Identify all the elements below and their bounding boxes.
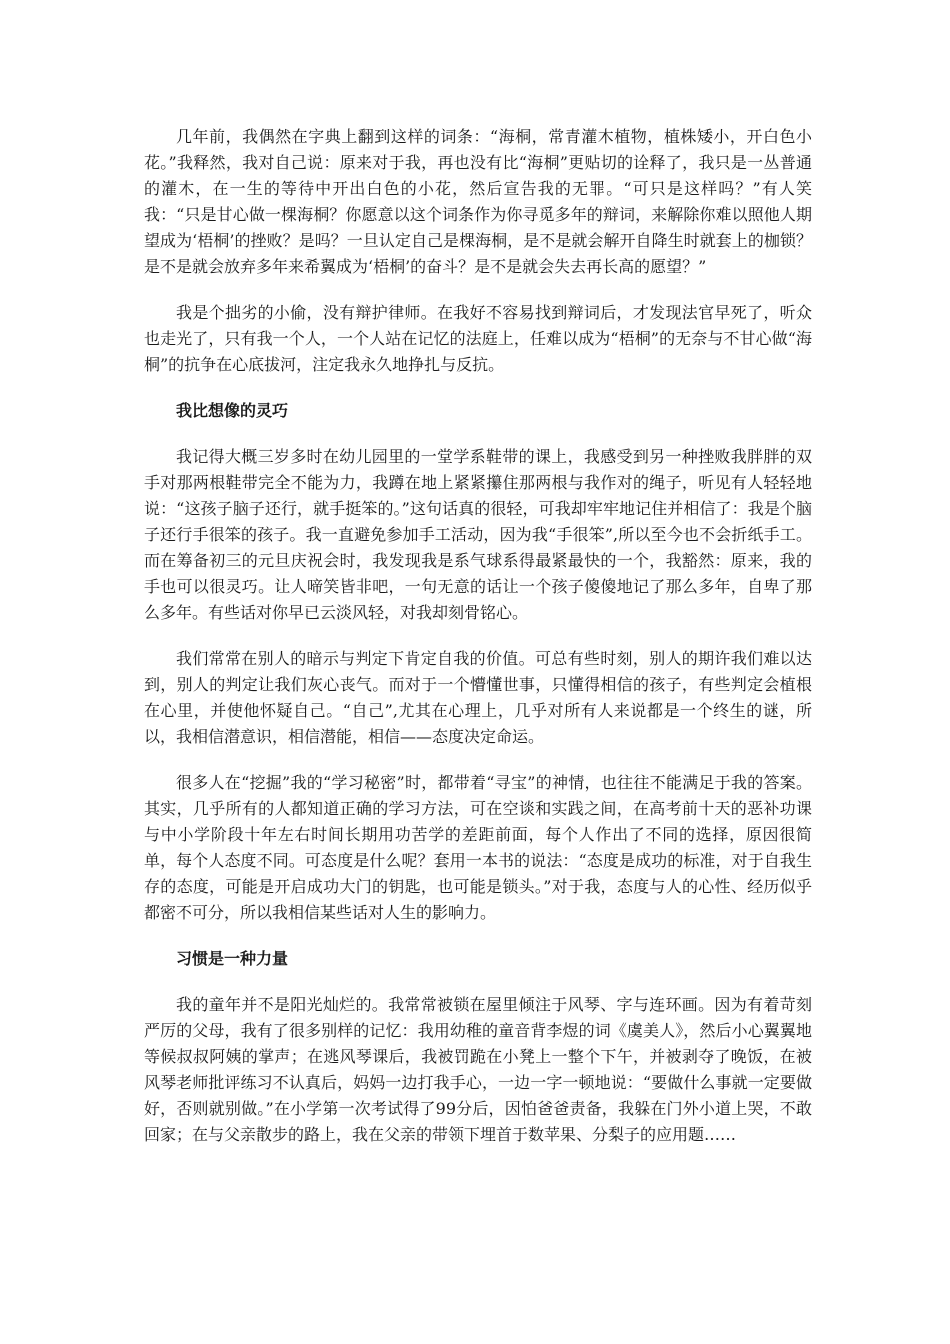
document-page: [144, 124, 812, 1168]
paragraph: 几年前，我偶然在字典上翻到这样的词条：“海桐，常青灌木植物，植株矮小，开白色小花。”我释然，我对自己说：原来对于我，再也没有比“海桐”更贴切的诠释了，我只是一丛普通的灌木，在一生的等待中开出白色的小花，然后宣告我的无罪。“可只是这样吗？”有人笑我：“只是甘心做一棵海桐？你愿意以这个词条作为你寻觅多年的辩词，来解除你难以照他人期望成为‘梧桐’的挫败？是吗？一旦认定自己是棵海桐，是不是就会解开自降生时就套上的枷锁？是不是就会放弃多年来希翼成为‘梧桐’的奋斗？是不是就会失去再长高的愿望？”: [144, 127, 812, 276]
section-heading: 习惯是一种力量: [176, 949, 289, 968]
paragraph: 我的童年并不是阳光灿烂的。我常常被锁在屋里倾注于风琴、字与连环画。因为有着苛刻严厉的父母，我有了很多别样的记忆：我用幼稚的童音背李煜的词《虞美人》，然后小心翼翼地等候叔叔阿姨的掌声；在逃风琴课后，我被罚跪在小凳上一整个下午，并被剥夺了晚饭，在被风琴老师批评练习不认真后，妈妈一边打我手心，一边一字一顿地说：“要做什么事就一定要做好，否则就别做。”在小学第一次考试得了99分后，因怕爸爸责备，我躲在门外小道上哭，不敢回家；在与父亲散步的路上，我在父亲的带领下埋首于数苹果、分梨子的应用题……: [144, 995, 812, 1144]
paragraph: 很多人在“挖掘”我的“学习秘密”时，都带着“寻宝”的神情，也往往不能满足于我的答案。其实，几乎所有的人都知道正确的学习方法，可在空谈和实践之间，在高考前十天的恶补功课与中小学阶段十年左右时间长期用功苦学的差距前面，每个人作出了不同的选择，原因很简单，每个人态度不同。可态度是什么呢？套用一本书的说法：“态度是成功的标准，对于自我生存的态度，可能是开启成功大门的钥匙，也可能是锁头。”对于我，态度与人的心性、经历似乎都密不可分，所以我相信某些话对人生的影响力。: [144, 773, 812, 922]
paragraph: 我们常常在别人的暗示与判定下肯定自我的价值。可总有些时刻，别人的期许我们难以达到，别人的判定让我们灰心丧气。而对于一个懵懂世事，只懂得相信的孩子，有些判定会植根在心里，并使他怀疑自己。“自己”,尤其在心理上，几乎对所有人来说都是一个终生的谜，所以，我相信潜意识，相信潜能，相信——态度决定命运。: [144, 649, 812, 746]
paragraph: 我记得大概三岁多时在幼儿园里的一堂学系鞋带的课上，我感受到另一种挫败我胖胖的双手对那两根鞋带完全不能为力，我蹲在地上紧紧攥住那两根与我作对的绳子，听见有人轻轻地说：“这孩子脑子还行，就手挺笨的。”这句话真的很轻，可我却牢牢地记住并相信了：我是个脑子还行手很笨的孩子。我一直避免参加手工活动，因为我“手很笨”,所以至今也不会折纸手工。而在筹备初三的元旦庆祝会时，我发现我是系气球系得最紧最快的一个，我豁然：原来，我的手也可以很灵巧。让人啼笑皆非吧，一句无意的话让一个孩子傻傻地记了那么多年，自卑了那么多年。有些话对你早已云淡风轻，对我却刻骨铭心。: [144, 447, 812, 622]
paragraph: 我是个拙劣的小偷，没有辩护律师。在我好不容易找到辩词后，才发现法官早死了，听众也走光了，只有我一个人，一个人站在记忆的法庭上，任难以成为“梧桐”的无奈与不甘心做“海桐”的抗争在心底拔河，注定我永久地挣扎与反抗。: [144, 303, 812, 374]
section-heading: 我比想像的灵巧: [176, 401, 289, 420]
